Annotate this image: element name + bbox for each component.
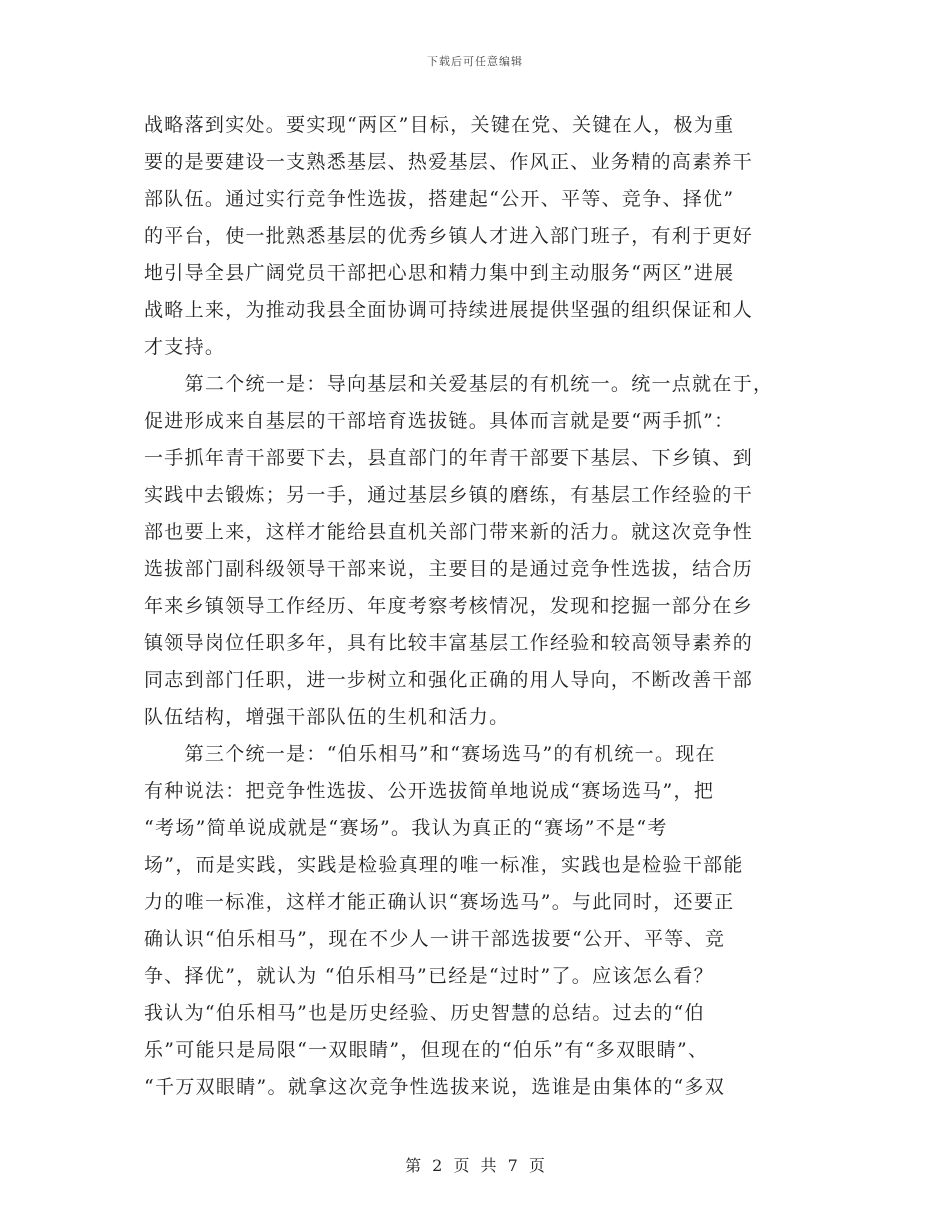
text-line: “考场”简单说成就是“赛场”。我认为真正的“赛场”不是“考	[144, 817, 668, 839]
text-line: “千万双眼睛”。就拿这次竞争性选拔来说，选谁是由集体的“多双	[144, 1076, 726, 1098]
text-line: 要的是要建设一支熟悉基层、热爱基层、作风正、业务精的高素养干	[144, 151, 754, 173]
text-line: 战略落到实处。要实现“两区”目标，关键在党、关键在人，极为重	[144, 114, 735, 136]
text-line: 部也要上来，这样才能给县直机关部门带来新的活力。就这次竞争性	[144, 521, 754, 543]
text-line: 地引导全县广阔党员干部把心思和精力集中到主动服务“两区”进展	[144, 262, 735, 284]
text-line: 战略上来，为推动我县全面协调可持续进展提供坚强的组织保证和人	[144, 299, 754, 321]
text-line: 的平台，使一批熟悉基层的优秀乡镇人才进入部门班子，有利于更好	[144, 225, 754, 247]
text-line: 才支持。	[144, 336, 226, 358]
text-line: 乐”可能只是局限“一双眼睛”，但现在的“伯乐”有“多双眼睛”、	[144, 1039, 709, 1061]
text-line: 部队伍。通过实行竞争性选拔，搭建起“公开、平等、竞争、择优”	[144, 188, 735, 210]
text-line: 力的唯一标准，这样才能正确认识“赛场选马”。与此同时，还要正	[144, 891, 735, 913]
text-line: 一手抓年青干部要下去，县直部门的年青干部要下基层、下乡镇、到	[144, 447, 754, 469]
text-line: 促进形成来自基层的干部培育选拔链。具体而言就是要“两手抓”：	[144, 410, 735, 432]
text-line: 镇领导岗位任职多年，具有比较丰富基层工作经验和较高领导素养的	[144, 632, 754, 654]
page-number-footer: 第 2 页 共 7 页	[405, 1156, 545, 1175]
text-line: 第二个统一是：导向基层和关爱基层的有机统一。统一点就在于，	[144, 373, 774, 395]
text-line: 争、择优”，就认为 “伯乐相马”已经是“过时”了。应该怎么看？	[144, 965, 714, 987]
text-line: 实践中去锻炼；另一手，通过基层乡镇的磨练，有基层工作经验的干	[144, 484, 754, 506]
page-header: 下载后可任意编辑	[427, 55, 523, 68]
text-line: 队伍结构，增强干部队伍的生机和活力。	[144, 706, 510, 728]
text-line: 有种说法：把竞争性选拔、公开选拔简单地说成“赛场选马”，把	[144, 780, 715, 802]
text-line: 确认识“伯乐相马”，现在不少人一讲干部选拔要“公开、平等、竞	[144, 928, 726, 950]
text-line: 第三个统一是：“伯乐相马”和“赛场选马”的有机统一。现在	[144, 743, 716, 765]
document-body	[144, 107, 834, 1106]
text-line: 年来乡镇领导工作经历、年度考察考核情况，发现和挖掘一部分在乡	[144, 595, 754, 617]
text-line: 同志到部门任职，进一步树立和强化正确的用人导向，不断改善干部	[144, 669, 754, 691]
text-line: 选拔部门副科级领导干部来说，主要目的是通过竞争性选拔，结合历	[144, 558, 754, 580]
text-line: 我认为“伯乐相马”也是历史经验、历史智慧的总结。过去的“伯	[144, 1002, 705, 1024]
text-line: 场”，而是实践，实践是检验真理的唯一标准，实践也是检验干部能	[144, 854, 744, 876]
